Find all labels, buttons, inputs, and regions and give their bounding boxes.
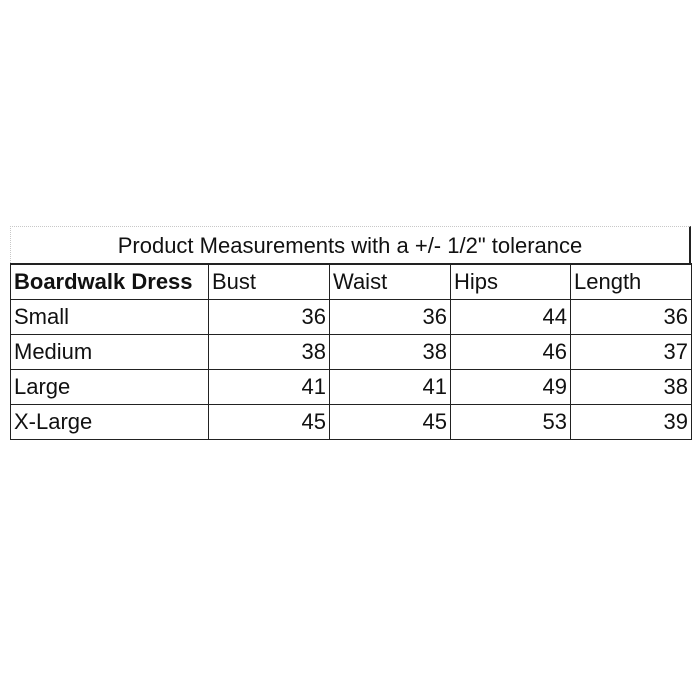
- measurements-table: [10, 263, 692, 440]
- size-label: X-Large: [11, 404, 209, 439]
- size-label: Large: [11, 369, 209, 404]
- length-value: 36: [571, 299, 692, 334]
- hips-value: 53: [451, 404, 571, 439]
- waist-value: 38: [330, 334, 451, 369]
- column-header-length: Length: [571, 264, 692, 299]
- bust-value: 41: [209, 369, 330, 404]
- hips-value: 49: [451, 369, 571, 404]
- size-chart: [10, 226, 691, 440]
- bust-value: 36: [209, 299, 330, 334]
- waist-value: 45: [330, 404, 451, 439]
- size-label: Medium: [11, 334, 209, 369]
- product-name-header: Boardwalk Dress: [11, 264, 209, 299]
- bust-value: 38: [209, 334, 330, 369]
- column-header-bust: Bust: [209, 264, 330, 299]
- length-value: 39: [571, 404, 692, 439]
- size-label: Small: [11, 299, 209, 334]
- column-header-hips: Hips: [451, 264, 571, 299]
- bust-value: 45: [209, 404, 330, 439]
- hips-value: 46: [451, 334, 571, 369]
- length-value: 37: [571, 334, 692, 369]
- table-title: Product Measurements with a +/- 1/2" tolerance: [10, 226, 691, 263]
- hips-value: 44: [451, 299, 571, 334]
- header-row: [11, 264, 692, 299]
- length-value: 38: [571, 369, 692, 404]
- table-row: [11, 299, 692, 334]
- waist-value: 36: [330, 299, 451, 334]
- table-row: [11, 334, 692, 369]
- waist-value: 41: [330, 369, 451, 404]
- column-header-waist: Waist: [330, 264, 451, 299]
- table-row: [11, 369, 692, 404]
- table-row: [11, 404, 692, 439]
